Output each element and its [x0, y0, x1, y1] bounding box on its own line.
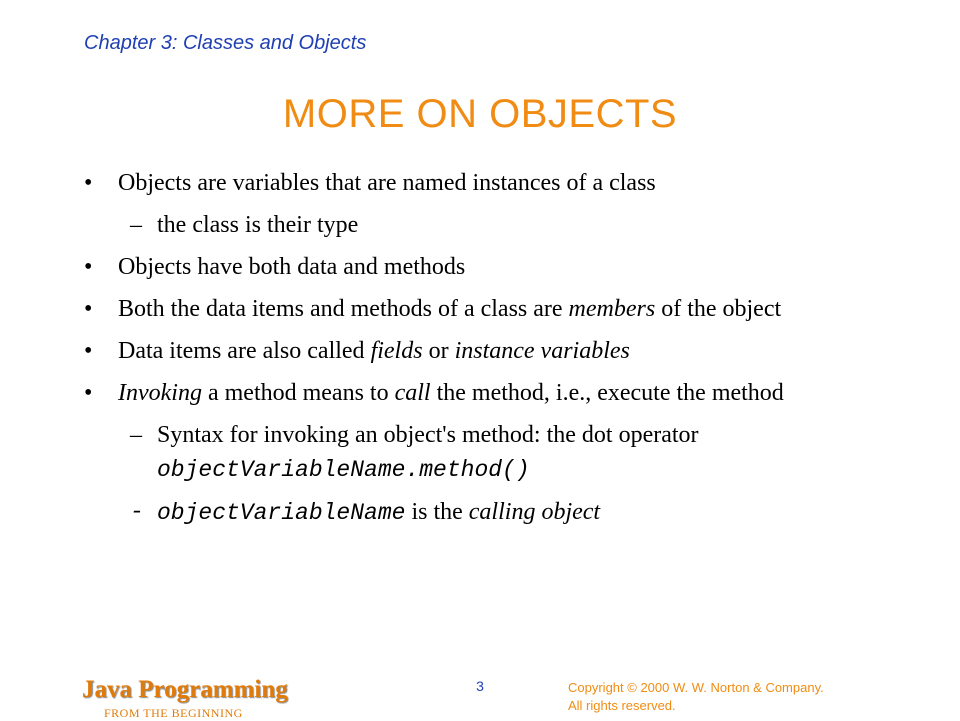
sub-bullet-text: Syntax for invoking an object's method: the dot operator: [157, 422, 699, 448]
bullet-emphasis: Invoking: [118, 380, 202, 406]
bullet-item: [84, 166, 864, 200]
chapter-header: Chapter 3: Classes and Objects: [84, 32, 367, 54]
bullet-text: of the object: [655, 296, 782, 322]
bullet-emphasis: call: [394, 380, 431, 406]
bullet-marker: •: [84, 254, 93, 280]
code-snippet: objectVariableName.method(): [157, 457, 530, 483]
bullet-emphasis: fields: [370, 338, 423, 364]
bullet-item: [84, 250, 864, 284]
bullet-text: Objects are variables that are named instances of a class: [118, 170, 656, 196]
logo-title: Java Programming: [82, 676, 288, 703]
bullet-text: Both the data items and methods of a class are: [118, 296, 569, 322]
bullet-marker: •: [84, 296, 93, 322]
bullet-marker: •: [84, 380, 93, 406]
sub-bullet-item: [84, 418, 864, 487]
sub-bullet-item: [84, 208, 864, 242]
bullet-item: [84, 292, 864, 326]
sub-bullet-emphasis: calling object: [468, 499, 601, 525]
bullet-emphasis: members: [568, 296, 656, 322]
bullet-text: Data items are also called: [118, 338, 371, 364]
java-programming-logo: [82, 676, 312, 721]
copyright-line: Copyright © 2000 W. W. Norton & Company.: [568, 680, 824, 695]
dash-marker: -: [130, 499, 144, 525]
page-number: 3: [476, 678, 484, 694]
bullet-marker: •: [84, 170, 93, 196]
bullet-marker: •: [84, 338, 93, 364]
slide-content: [84, 166, 864, 538]
dash-marker: –: [130, 212, 142, 238]
copyright-notice: [568, 679, 824, 715]
dash-marker: –: [130, 422, 142, 448]
sub-bullet-item: [84, 495, 864, 530]
bullet-emphasis: instance variables: [454, 338, 630, 364]
bullet-text: or: [422, 338, 455, 364]
bullet-item: [84, 376, 864, 410]
logo-subtitle: FROM THE BEGINNING: [104, 706, 243, 720]
bullet-item: [84, 334, 864, 368]
sub-bullet-text: is the: [405, 499, 469, 525]
bullet-text: the method, i.e., execute the method: [430, 380, 784, 406]
copyright-line: All rights reserved.: [568, 698, 676, 713]
code-snippet: objectVariableName: [157, 500, 406, 526]
bullet-text: Objects have both data and methods: [118, 254, 466, 280]
sub-bullet-text: the class is their type: [157, 212, 359, 238]
bullet-text: a method means to: [201, 380, 395, 406]
slide-title: MORE ON OBJECTS: [282, 92, 678, 136]
